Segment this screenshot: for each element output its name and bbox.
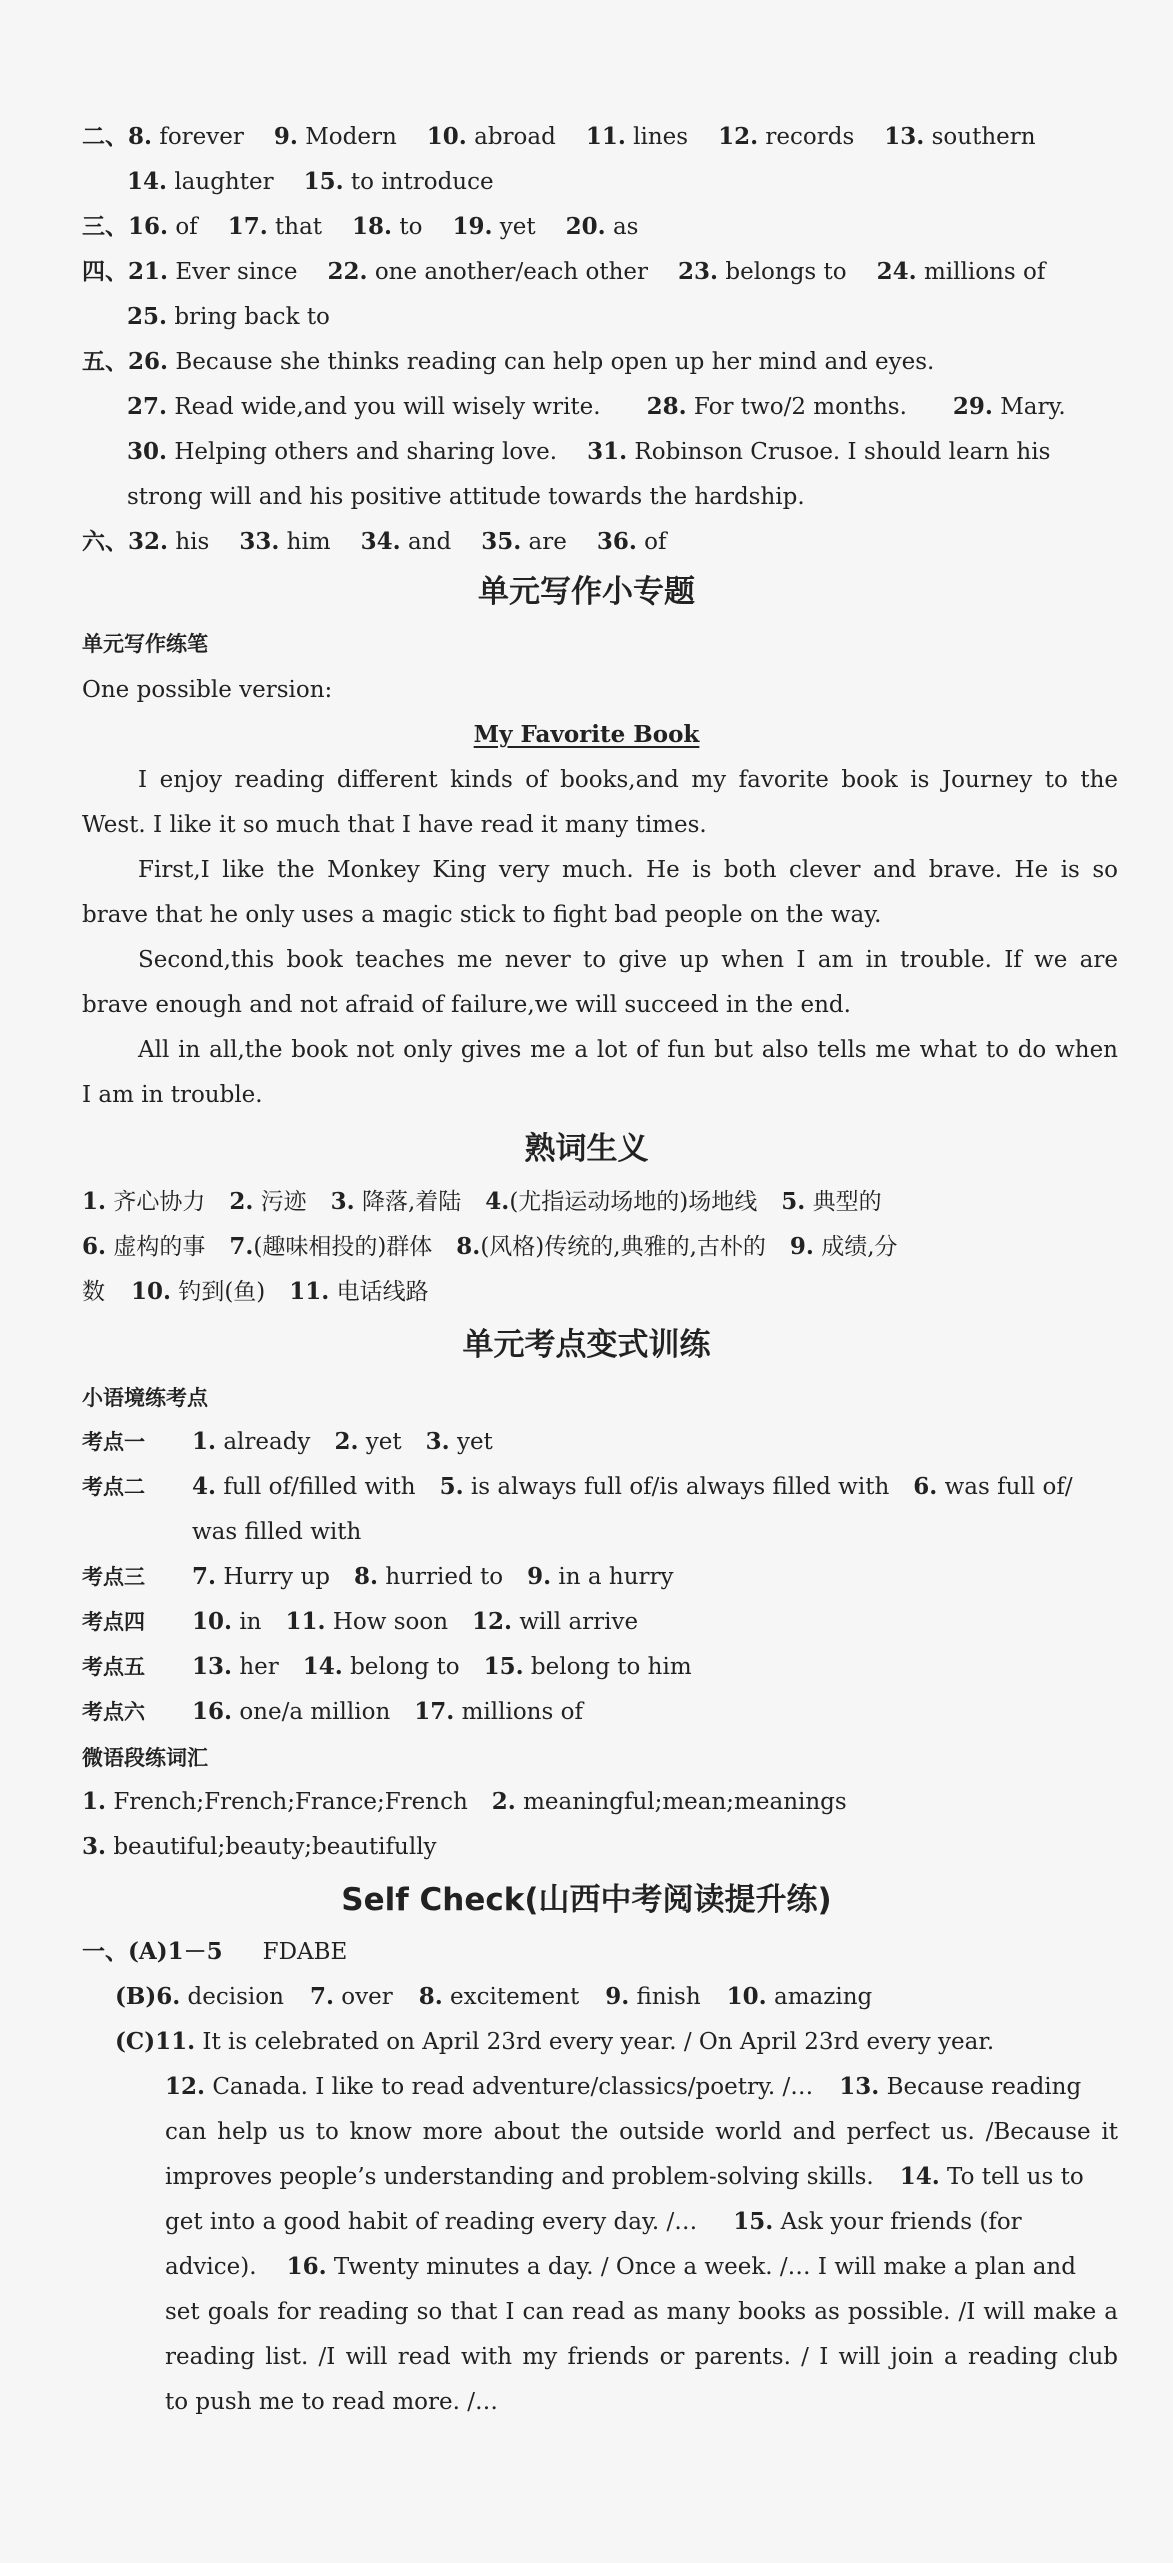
item-answer: millions of bbox=[454, 1699, 583, 1725]
item-number: 8. bbox=[456, 1233, 481, 1260]
answer-item bbox=[414, 1699, 583, 1725]
writing-subheading: 单元写作练笔 bbox=[82, 632, 208, 656]
answer-item bbox=[229, 1234, 432, 1260]
item-answer: will arrive bbox=[512, 1609, 639, 1635]
answer-item bbox=[304, 169, 494, 195]
item-number: 11. bbox=[155, 2028, 196, 2055]
item-list bbox=[128, 214, 638, 240]
item-answer: 降落,着陆 bbox=[354, 1189, 462, 1215]
item-number: 16. bbox=[286, 2253, 327, 2280]
answer-item bbox=[303, 1654, 460, 1680]
item-number: 18. bbox=[352, 213, 393, 240]
item-number: 2. bbox=[334, 1428, 359, 1455]
drill-heading: 单元考点变式训练 bbox=[462, 1327, 711, 1363]
item-answer: was full of/ bbox=[937, 1474, 1073, 1500]
item-answer: FDABE bbox=[262, 1939, 348, 1965]
item-number: 10. bbox=[726, 1983, 767, 2010]
answer-item bbox=[597, 529, 667, 555]
selfcheck-line: can help us to know more about the outside world and perfect us. /Because it bbox=[165, 2119, 1118, 2145]
item-answer: his bbox=[168, 529, 210, 555]
answer-item bbox=[427, 124, 556, 150]
answer-item bbox=[131, 1279, 265, 1305]
answer-item bbox=[128, 124, 244, 150]
answer-item bbox=[127, 169, 274, 195]
essay-title bbox=[0, 718, 1173, 752]
essay-line: brave enough and not afraid of failure,we will succeed in the end. bbox=[82, 992, 851, 1018]
writing-heading: 单元写作小专题 bbox=[478, 574, 695, 610]
item-answer: already bbox=[216, 1429, 311, 1455]
item-answer: Robinson Crusoe. I should learn his bbox=[627, 439, 1051, 465]
answer-line bbox=[127, 300, 1173, 334]
item-answer: beautiful;beauty;beautifully bbox=[106, 1834, 437, 1860]
drill-line bbox=[82, 1650, 1173, 1684]
item-answer: get into a good habit of reading every day. /… bbox=[165, 2209, 698, 2235]
item-list bbox=[192, 1654, 692, 1680]
answer-item bbox=[229, 1189, 306, 1215]
item-number: 12. bbox=[472, 1608, 513, 1635]
item-answer: yet bbox=[449, 1429, 493, 1455]
item-answer: that bbox=[267, 214, 323, 240]
item-number: 14. bbox=[127, 168, 168, 195]
part-label: (B) bbox=[115, 1983, 157, 2010]
item-answer: Because reading bbox=[879, 2074, 1082, 2100]
item-number: 13. bbox=[839, 2073, 880, 2100]
item-number: 9. bbox=[527, 1563, 552, 1590]
answer-item bbox=[192, 1609, 262, 1635]
item-number: 34. bbox=[360, 528, 401, 555]
item-answer: improves people’s understanding and problem-solving skills. bbox=[165, 2164, 874, 2190]
item-answer: of bbox=[636, 529, 667, 555]
essay-line: First,I like the Monkey King very much. He is both clever and brave. He is so bbox=[138, 857, 1118, 883]
item-answer: 虚构的事 bbox=[106, 1234, 206, 1260]
item-number: 12. bbox=[718, 123, 759, 150]
item-number: 32. bbox=[128, 528, 169, 555]
essay-line: Second,this book teaches me never to give up when I am in trouble. If we are bbox=[138, 947, 1118, 973]
item-number: 2. bbox=[229, 1188, 254, 1215]
essay-line: West. I like it so much that I have read it many times. bbox=[82, 812, 707, 838]
vocab-line bbox=[82, 1230, 1173, 1264]
item-list bbox=[128, 529, 667, 555]
item-answer: Ever since bbox=[168, 259, 298, 285]
item-list bbox=[156, 1984, 872, 2010]
item-answer: yet bbox=[492, 214, 536, 240]
item-number: 4. bbox=[485, 1188, 510, 1215]
selfcheck-line bbox=[82, 1935, 1173, 1969]
item-answer: in a hurry bbox=[551, 1564, 674, 1590]
item-answer: 成绩,分 bbox=[813, 1234, 898, 1260]
item-list bbox=[192, 1429, 493, 1455]
item-list bbox=[82, 1189, 882, 1215]
answer-item bbox=[492, 1789, 847, 1815]
answer-item bbox=[953, 394, 1066, 420]
answer-item bbox=[647, 394, 907, 420]
answer-item bbox=[82, 1189, 205, 1215]
drill-line bbox=[82, 1695, 1173, 1729]
item-answer: advice). bbox=[165, 2254, 257, 2280]
answer-item bbox=[274, 124, 397, 150]
drill-line bbox=[82, 1605, 1173, 1639]
item-number: 29. bbox=[952, 393, 993, 420]
item-number: 2. bbox=[491, 1788, 516, 1815]
answer-item bbox=[192, 1699, 390, 1725]
item-answer: amazing bbox=[766, 1984, 873, 2010]
item-list bbox=[131, 1279, 429, 1305]
item-answer: Ask your friends (for bbox=[773, 2209, 1022, 2235]
answer-item bbox=[605, 1984, 700, 2010]
drill-line bbox=[82, 1425, 1173, 1459]
item-answer: as bbox=[605, 214, 639, 240]
item-list bbox=[82, 1234, 898, 1260]
item-list bbox=[127, 304, 330, 330]
item-answer: of bbox=[168, 214, 198, 240]
intro-text: One possible version: bbox=[82, 677, 333, 703]
answer-line bbox=[127, 390, 1173, 424]
answer-line bbox=[127, 165, 1173, 199]
item-number: 7. bbox=[192, 1563, 217, 1590]
answer-item bbox=[192, 1654, 279, 1680]
intro-line bbox=[82, 673, 1173, 707]
answer-item bbox=[82, 1234, 205, 1260]
item-number: 3. bbox=[330, 1188, 355, 1215]
item-answer: abroad bbox=[466, 124, 556, 150]
item-answer: one/a million bbox=[232, 1699, 391, 1725]
item-list bbox=[192, 1564, 674, 1590]
item-number: 24. bbox=[876, 258, 917, 285]
answer-item bbox=[289, 1279, 428, 1305]
answer-line bbox=[82, 345, 1173, 379]
item-answer: (趣味相投的)群体 bbox=[253, 1234, 433, 1260]
essay-line: brave that he only uses a magic stick to fight bad people on the way. bbox=[82, 902, 882, 928]
item-answer: bring back to bbox=[167, 304, 330, 330]
item-answer: Mary. bbox=[992, 394, 1066, 420]
item-answer: 钓到(鱼) bbox=[171, 1279, 266, 1305]
item-number: 11. bbox=[585, 123, 626, 150]
answer-item bbox=[128, 529, 209, 555]
item-answer: hurried to bbox=[378, 1564, 504, 1590]
item-number: 21. bbox=[128, 258, 169, 285]
answer-item bbox=[192, 1474, 416, 1500]
answer-item bbox=[331, 1189, 462, 1215]
item-number: 31. bbox=[587, 438, 628, 465]
item-answer: to introduce bbox=[343, 169, 494, 195]
item-answer: Modern bbox=[297, 124, 397, 150]
section-label: 二、 bbox=[82, 124, 128, 150]
item-answer: laughter bbox=[167, 169, 274, 195]
item-number: 10. bbox=[426, 123, 467, 150]
item-number: 23. bbox=[678, 258, 719, 285]
item-answer: Hurry up bbox=[216, 1564, 331, 1590]
answer-item bbox=[286, 1609, 449, 1635]
answer-item bbox=[156, 1984, 284, 2010]
answer-item bbox=[472, 1609, 638, 1635]
selfcheck-line bbox=[165, 2250, 1173, 2284]
item-number: 19. bbox=[452, 213, 493, 240]
answer-item bbox=[426, 1429, 493, 1455]
item-answer: belong to him bbox=[523, 1654, 692, 1680]
item-answer: 齐心协力 bbox=[106, 1189, 206, 1215]
item-number: 5. bbox=[439, 1473, 464, 1500]
item-number: 14. bbox=[302, 1653, 343, 1680]
item-answer: records bbox=[758, 124, 855, 150]
item-answer: is always full of/is always filled with bbox=[463, 1474, 890, 1500]
answer-line bbox=[82, 210, 1173, 244]
item-list bbox=[82, 1789, 847, 1815]
item-number: 33. bbox=[239, 528, 280, 555]
answer-item bbox=[566, 214, 639, 240]
item-number: 14. bbox=[899, 2163, 940, 2190]
selfcheck-line bbox=[165, 2160, 1173, 2194]
drill-line bbox=[82, 1830, 1173, 1864]
item-answer: him bbox=[279, 529, 331, 555]
answer-item bbox=[128, 259, 298, 285]
item-answer: millions of bbox=[916, 259, 1046, 285]
item-list bbox=[192, 1699, 583, 1725]
item-list bbox=[128, 259, 1045, 285]
answer-item bbox=[452, 214, 535, 240]
answer-item bbox=[328, 259, 649, 285]
item-number: 8. bbox=[128, 123, 153, 150]
item-number: 26. bbox=[128, 348, 169, 375]
section-label: 五、 bbox=[82, 349, 128, 375]
selfcheck-line bbox=[165, 2070, 1118, 2104]
item-number: 1. bbox=[82, 1188, 107, 1215]
kaodian-label: 考点一 bbox=[82, 1430, 145, 1454]
item-answer: in bbox=[232, 1609, 262, 1635]
item-number: 28. bbox=[646, 393, 687, 420]
item-number: 3. bbox=[82, 1833, 107, 1860]
kaodian-label: 考点二 bbox=[82, 1475, 145, 1499]
item-number: 13. bbox=[192, 1653, 233, 1680]
item-answer: To tell us to bbox=[939, 2164, 1084, 2190]
answer-item bbox=[352, 214, 422, 240]
answer-item bbox=[781, 1189, 881, 1215]
selfcheck-line: set goals for reading so that I can read as many books as possible. /I will make a bbox=[165, 2299, 1118, 2325]
answer-item bbox=[877, 259, 1046, 285]
item-answer: and bbox=[400, 529, 452, 555]
item-answer: forever bbox=[152, 124, 244, 150]
item-answer: are bbox=[521, 529, 567, 555]
answer-item bbox=[913, 1474, 1072, 1500]
item-answer: Helping others and sharing love. bbox=[167, 439, 558, 465]
essay-line: I enjoy reading different kinds of books,and my favorite book is Journey to the bbox=[138, 767, 1118, 793]
item-number: 13. bbox=[884, 123, 925, 150]
vocab-line bbox=[82, 1185, 1173, 1219]
item-number: 12. bbox=[165, 2073, 206, 2100]
selfcheck-line bbox=[115, 1980, 1173, 2014]
item-number: 6. bbox=[156, 1983, 181, 2010]
item-number: 10. bbox=[192, 1608, 233, 1635]
item-number: 11. bbox=[285, 1608, 326, 1635]
item-answer: For two/2 months. bbox=[686, 394, 907, 420]
answer-item bbox=[82, 1789, 468, 1815]
item-answer: 典型的 bbox=[805, 1189, 882, 1215]
item-number: 15. bbox=[303, 168, 344, 195]
answer-item bbox=[127, 394, 601, 420]
answer-line bbox=[127, 435, 1118, 469]
item-answer: decision bbox=[180, 1984, 284, 2010]
drill-line bbox=[82, 1470, 1173, 1504]
answer-item bbox=[310, 1984, 393, 2010]
item-number: 36. bbox=[596, 528, 637, 555]
item-number: 3. bbox=[425, 1428, 450, 1455]
item-number: 1. bbox=[192, 1428, 217, 1455]
item-list bbox=[192, 1609, 638, 1635]
item-number: 1. bbox=[82, 1788, 107, 1815]
item-answer: 污迹 bbox=[253, 1189, 307, 1215]
item-answer: How soon bbox=[325, 1609, 449, 1635]
item-list bbox=[128, 124, 1036, 150]
kaodian-label: 考点三 bbox=[82, 1565, 145, 1589]
part-label: (A) bbox=[128, 1938, 168, 1965]
drill-subheading: 小语境练考点 bbox=[82, 1386, 208, 1410]
item-number: 16. bbox=[128, 213, 169, 240]
item-number: 27. bbox=[127, 393, 168, 420]
item-number: 9. bbox=[605, 1983, 630, 2010]
item-number: 5. bbox=[781, 1188, 806, 1215]
answer-item bbox=[228, 214, 322, 240]
drill-subheading: 微语段练词汇 bbox=[82, 1746, 208, 1770]
item-number: 6. bbox=[913, 1473, 938, 1500]
item-answer: finish bbox=[629, 1984, 701, 2010]
drill-line bbox=[192, 1515, 1173, 1549]
item-answer: Twenty minutes a day. / Once a week. /… I will make a plan and bbox=[326, 2254, 1076, 2280]
item-answer: meaningful;mean;meanings bbox=[515, 1789, 847, 1815]
item-answer: strong will and his positive attitude towards the hardship. bbox=[127, 484, 805, 510]
selfcheck-line bbox=[115, 2025, 1173, 2059]
item-number: 20. bbox=[565, 213, 606, 240]
item-answer: It is celebrated on April 23rd every year. / On April 23rd every year. bbox=[195, 2029, 995, 2055]
item-number: 8. bbox=[418, 1983, 443, 2010]
selfcheck-line: to push me to read more. /… bbox=[165, 2389, 498, 2415]
answer-item bbox=[718, 124, 854, 150]
item-answer: 电话线路 bbox=[329, 1279, 429, 1305]
item-answer: southern bbox=[924, 124, 1036, 150]
drill-line bbox=[82, 1560, 1173, 1594]
item-answer: yet bbox=[358, 1429, 402, 1455]
answer-item bbox=[678, 259, 847, 285]
item-number: 8. bbox=[354, 1563, 379, 1590]
item-answer: one another/each other bbox=[367, 259, 649, 285]
answer-line bbox=[82, 525, 1173, 559]
item-answer: over bbox=[333, 1984, 393, 2010]
section-label: 四、 bbox=[82, 259, 128, 285]
answer-item bbox=[192, 1429, 310, 1455]
answer-line bbox=[127, 480, 1173, 514]
answer-line bbox=[82, 120, 1173, 154]
item-number: 15. bbox=[733, 2208, 774, 2235]
item-number: 30. bbox=[127, 438, 168, 465]
item-number: 7. bbox=[229, 1233, 254, 1260]
answer-item bbox=[361, 529, 452, 555]
answer-item bbox=[484, 1654, 692, 1680]
essay-line: I am in trouble. bbox=[82, 1082, 263, 1108]
item-number: 4. bbox=[192, 1473, 217, 1500]
answer-item bbox=[586, 124, 688, 150]
item-answer: belongs to bbox=[718, 259, 847, 285]
vocab-line bbox=[82, 1275, 1173, 1309]
answer-item bbox=[239, 529, 330, 555]
section-label: 六、 bbox=[82, 529, 128, 555]
answer-item bbox=[727, 1984, 873, 2010]
answer-item bbox=[884, 124, 1035, 150]
selfcheck-heading: Self Check(山西中考阅读提升练) bbox=[341, 1882, 832, 1918]
item-answer: Canada. I like to read adventure/classics/poetry. /… bbox=[205, 2074, 814, 2100]
item-list bbox=[192, 1474, 1073, 1500]
item-answer: her bbox=[232, 1654, 279, 1680]
item-number: 22. bbox=[327, 258, 368, 285]
item-number: 11. bbox=[289, 1278, 330, 1305]
answer-line bbox=[82, 255, 1173, 289]
item-answer: Because she thinks reading can help open up her mind and eyes. bbox=[168, 349, 935, 375]
kaodian-label: 考点四 bbox=[82, 1610, 145, 1634]
item-number: 16. bbox=[192, 1698, 233, 1725]
item-answer: full of/filled with bbox=[216, 1474, 416, 1500]
answer-item bbox=[456, 1234, 766, 1260]
item-list bbox=[127, 169, 494, 195]
selfcheck-line bbox=[165, 2205, 1173, 2239]
item-list bbox=[82, 1834, 437, 1860]
vocab-text: 数 bbox=[82, 1279, 105, 1305]
answer-item bbox=[419, 1984, 579, 2010]
item-number: 25. bbox=[127, 303, 168, 330]
item-answer: French;French;France;French bbox=[106, 1789, 468, 1815]
item-list bbox=[127, 394, 1066, 420]
answer-item bbox=[192, 1564, 330, 1590]
essay-title-text: My Favorite Book bbox=[473, 721, 700, 748]
item-answer: belong to bbox=[342, 1654, 460, 1680]
item-number: 1－5 bbox=[167, 1938, 223, 1965]
selfcheck-line: reading list. /I will read with my friends or parents. / I will join a reading club bbox=[165, 2344, 1118, 2370]
essay-line: All in all,the book not only gives me a lot of fun but also tells me what to do when bbox=[138, 1037, 1118, 1063]
item-answer: (风格)传统的,典雅的,古朴的 bbox=[480, 1234, 766, 1260]
vocab-heading: 熟词生义 bbox=[524, 1131, 649, 1167]
item-number: 15. bbox=[483, 1653, 524, 1680]
part-label: (C) bbox=[115, 2028, 156, 2055]
kaodian-label: 考点六 bbox=[82, 1700, 145, 1724]
item-number: 10. bbox=[131, 1278, 172, 1305]
item-answer: to bbox=[392, 214, 423, 240]
answer-item bbox=[82, 1834, 437, 1860]
answer-item bbox=[127, 304, 330, 330]
item-answer: lines bbox=[625, 124, 689, 150]
item-number: 9. bbox=[273, 123, 298, 150]
kaodian-label: 考点五 bbox=[82, 1655, 145, 1679]
section-label: 三、 bbox=[82, 214, 128, 240]
answer-item bbox=[527, 1564, 673, 1590]
answer-item bbox=[354, 1564, 503, 1590]
item-number: 17. bbox=[227, 213, 268, 240]
answer-item bbox=[440, 1474, 890, 1500]
drill-line bbox=[82, 1785, 1173, 1819]
item-answer: was filled with bbox=[192, 1519, 362, 1545]
answer-item bbox=[790, 1234, 898, 1260]
answer-item bbox=[128, 214, 198, 240]
answer-item bbox=[334, 1429, 401, 1455]
item-answer: excitement bbox=[442, 1984, 580, 2010]
answer-item bbox=[481, 529, 567, 555]
item-number: 17. bbox=[414, 1698, 455, 1725]
item-answer: Read wide,and you will wisely write. bbox=[167, 394, 601, 420]
item-answer: (尤指运动场地的)场地线 bbox=[509, 1189, 758, 1215]
section-label: 一、 bbox=[82, 1939, 128, 1965]
item-number: 9. bbox=[789, 1233, 814, 1260]
answer-item bbox=[485, 1189, 757, 1215]
item-number: 6. bbox=[82, 1233, 107, 1260]
item-number: 7. bbox=[309, 1983, 334, 2010]
item-number: 35. bbox=[481, 528, 522, 555]
